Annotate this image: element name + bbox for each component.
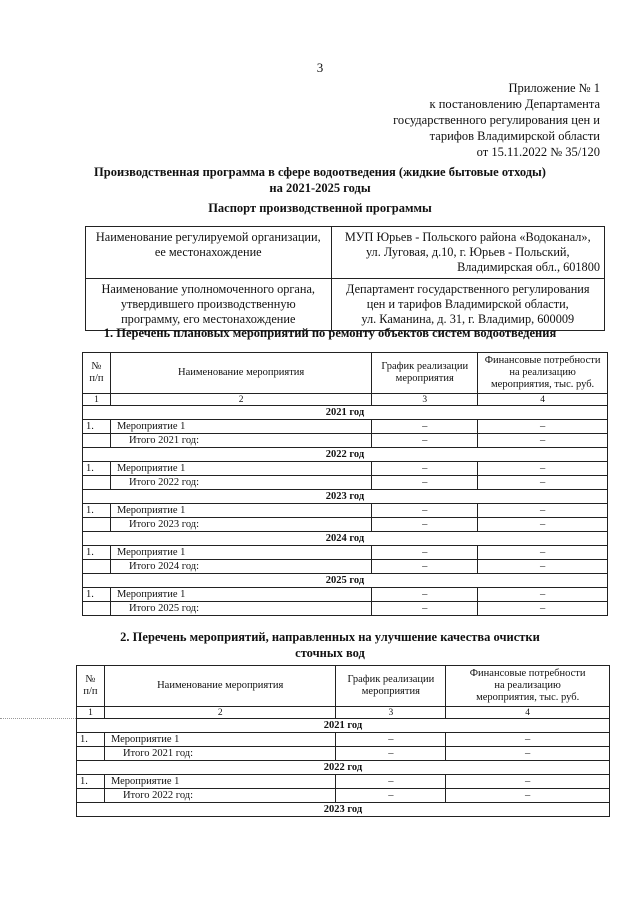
passport-heading: Паспорт производственной программы <box>208 201 432 215</box>
year-row: 2022 год <box>77 761 610 775</box>
table-row: 1. Мероприятие 1 – – <box>83 504 608 518</box>
year-row: 2025 год <box>83 574 608 588</box>
col-schedule-header: График реализации мероприятия <box>336 666 446 707</box>
passport-value-authority: Департамент государственного регулирования цен и тарифов Владимирской области, ул. Каманина, д. 31, г. Владимир, 600009 <box>331 279 604 331</box>
table-row: 1. Мероприятие 1 – – <box>83 588 608 602</box>
col-schedule-header: График реализации мероприятия <box>372 353 478 394</box>
table-row: 1. Мероприятие 1 – – <box>77 733 610 747</box>
appendix-line: от 15.11.2022 № 35/120 <box>476 145 600 159</box>
col-finance-header: Финансовые потребности на реализацию мероприятия, тыс. руб. <box>446 666 610 707</box>
year-row: 2021 год <box>77 719 610 733</box>
section1-heading: 1. Перечень плановых мероприятий по ремонту объектов систем водоотведения <box>103 326 557 340</box>
appendix-line: Приложение № 1 <box>508 81 600 95</box>
table-row <box>86 279 605 331</box>
column-index-row: 1 2 3 4 <box>77 707 610 719</box>
total-row: Итого 2022 год: – – <box>83 476 608 490</box>
table-row: 1. Мероприятие 1 – – <box>77 775 610 789</box>
total-row: Итого 2024 год: – – <box>83 560 608 574</box>
section1-table <box>82 352 608 616</box>
total-row: Итого 2022 год: – – <box>77 789 610 803</box>
year-row: 2021 год <box>83 406 608 420</box>
year-row: 2024 год <box>83 532 608 546</box>
col-number-header: № п/п <box>77 666 105 707</box>
table-row: 1. Мероприятие 1 – – <box>83 546 608 560</box>
table-header-row <box>83 353 608 394</box>
year-row: 2023 год <box>83 490 608 504</box>
col-name-header: Наименование мероприятия <box>110 353 371 394</box>
section2-table <box>76 665 610 817</box>
passport-label-authority: Наименование уполномоченного органа, утвердившего производственную программу, его местонахождение <box>86 279 332 331</box>
col-number-header: № п/п <box>83 353 111 394</box>
passport-value-org: МУП Юрьев - Польского района «Водоканал», ул. Луговая, д.10, г. Юрьев - Польский, Владимирская обл., 601800 <box>331 227 604 279</box>
col-name-header: Наименование мероприятия <box>104 666 335 707</box>
table-header-row <box>77 666 610 707</box>
title-line: Производственная программа в сфере водоотведения (жидкие бытовые отходы) <box>94 165 546 179</box>
year-row: 2022 год <box>83 448 608 462</box>
total-row: Итого 2021 год: – – <box>83 434 608 448</box>
total-row: Итого 2023 год: – – <box>83 518 608 532</box>
col-finance-header: Финансовые потребности на реализацию мероприятия, тыс. руб. <box>478 353 608 394</box>
passport-table <box>85 226 605 331</box>
appendix-block <box>360 80 600 160</box>
total-row: Итого 2021 год: – – <box>77 747 610 761</box>
table-row: 1. Мероприятие 1 – – <box>83 420 608 434</box>
table-row <box>86 227 605 279</box>
appendix-line: тарифов Владимирской области <box>429 129 600 143</box>
column-index-row: 1 2 3 4 <box>83 394 608 406</box>
appendix-line: к постановлению Департамента <box>429 97 600 111</box>
title-line: на 2021-2025 годы <box>269 181 371 195</box>
year-row: 2023 год <box>77 803 610 817</box>
passport-label-org: Наименование регулируемой организации, ее местонахождение <box>86 227 332 279</box>
table-row: 1. Мероприятие 1 – – <box>83 462 608 476</box>
total-row: Итого 2025 год: – – <box>83 602 608 616</box>
page-number: 3 <box>316 60 324 75</box>
appendix-line: государственного регулирования цен и <box>393 113 600 127</box>
document-title <box>90 164 550 196</box>
section2-heading: 2. Перечень мероприятий, направленных на улучшение качества очистки сточных вод <box>120 630 540 660</box>
